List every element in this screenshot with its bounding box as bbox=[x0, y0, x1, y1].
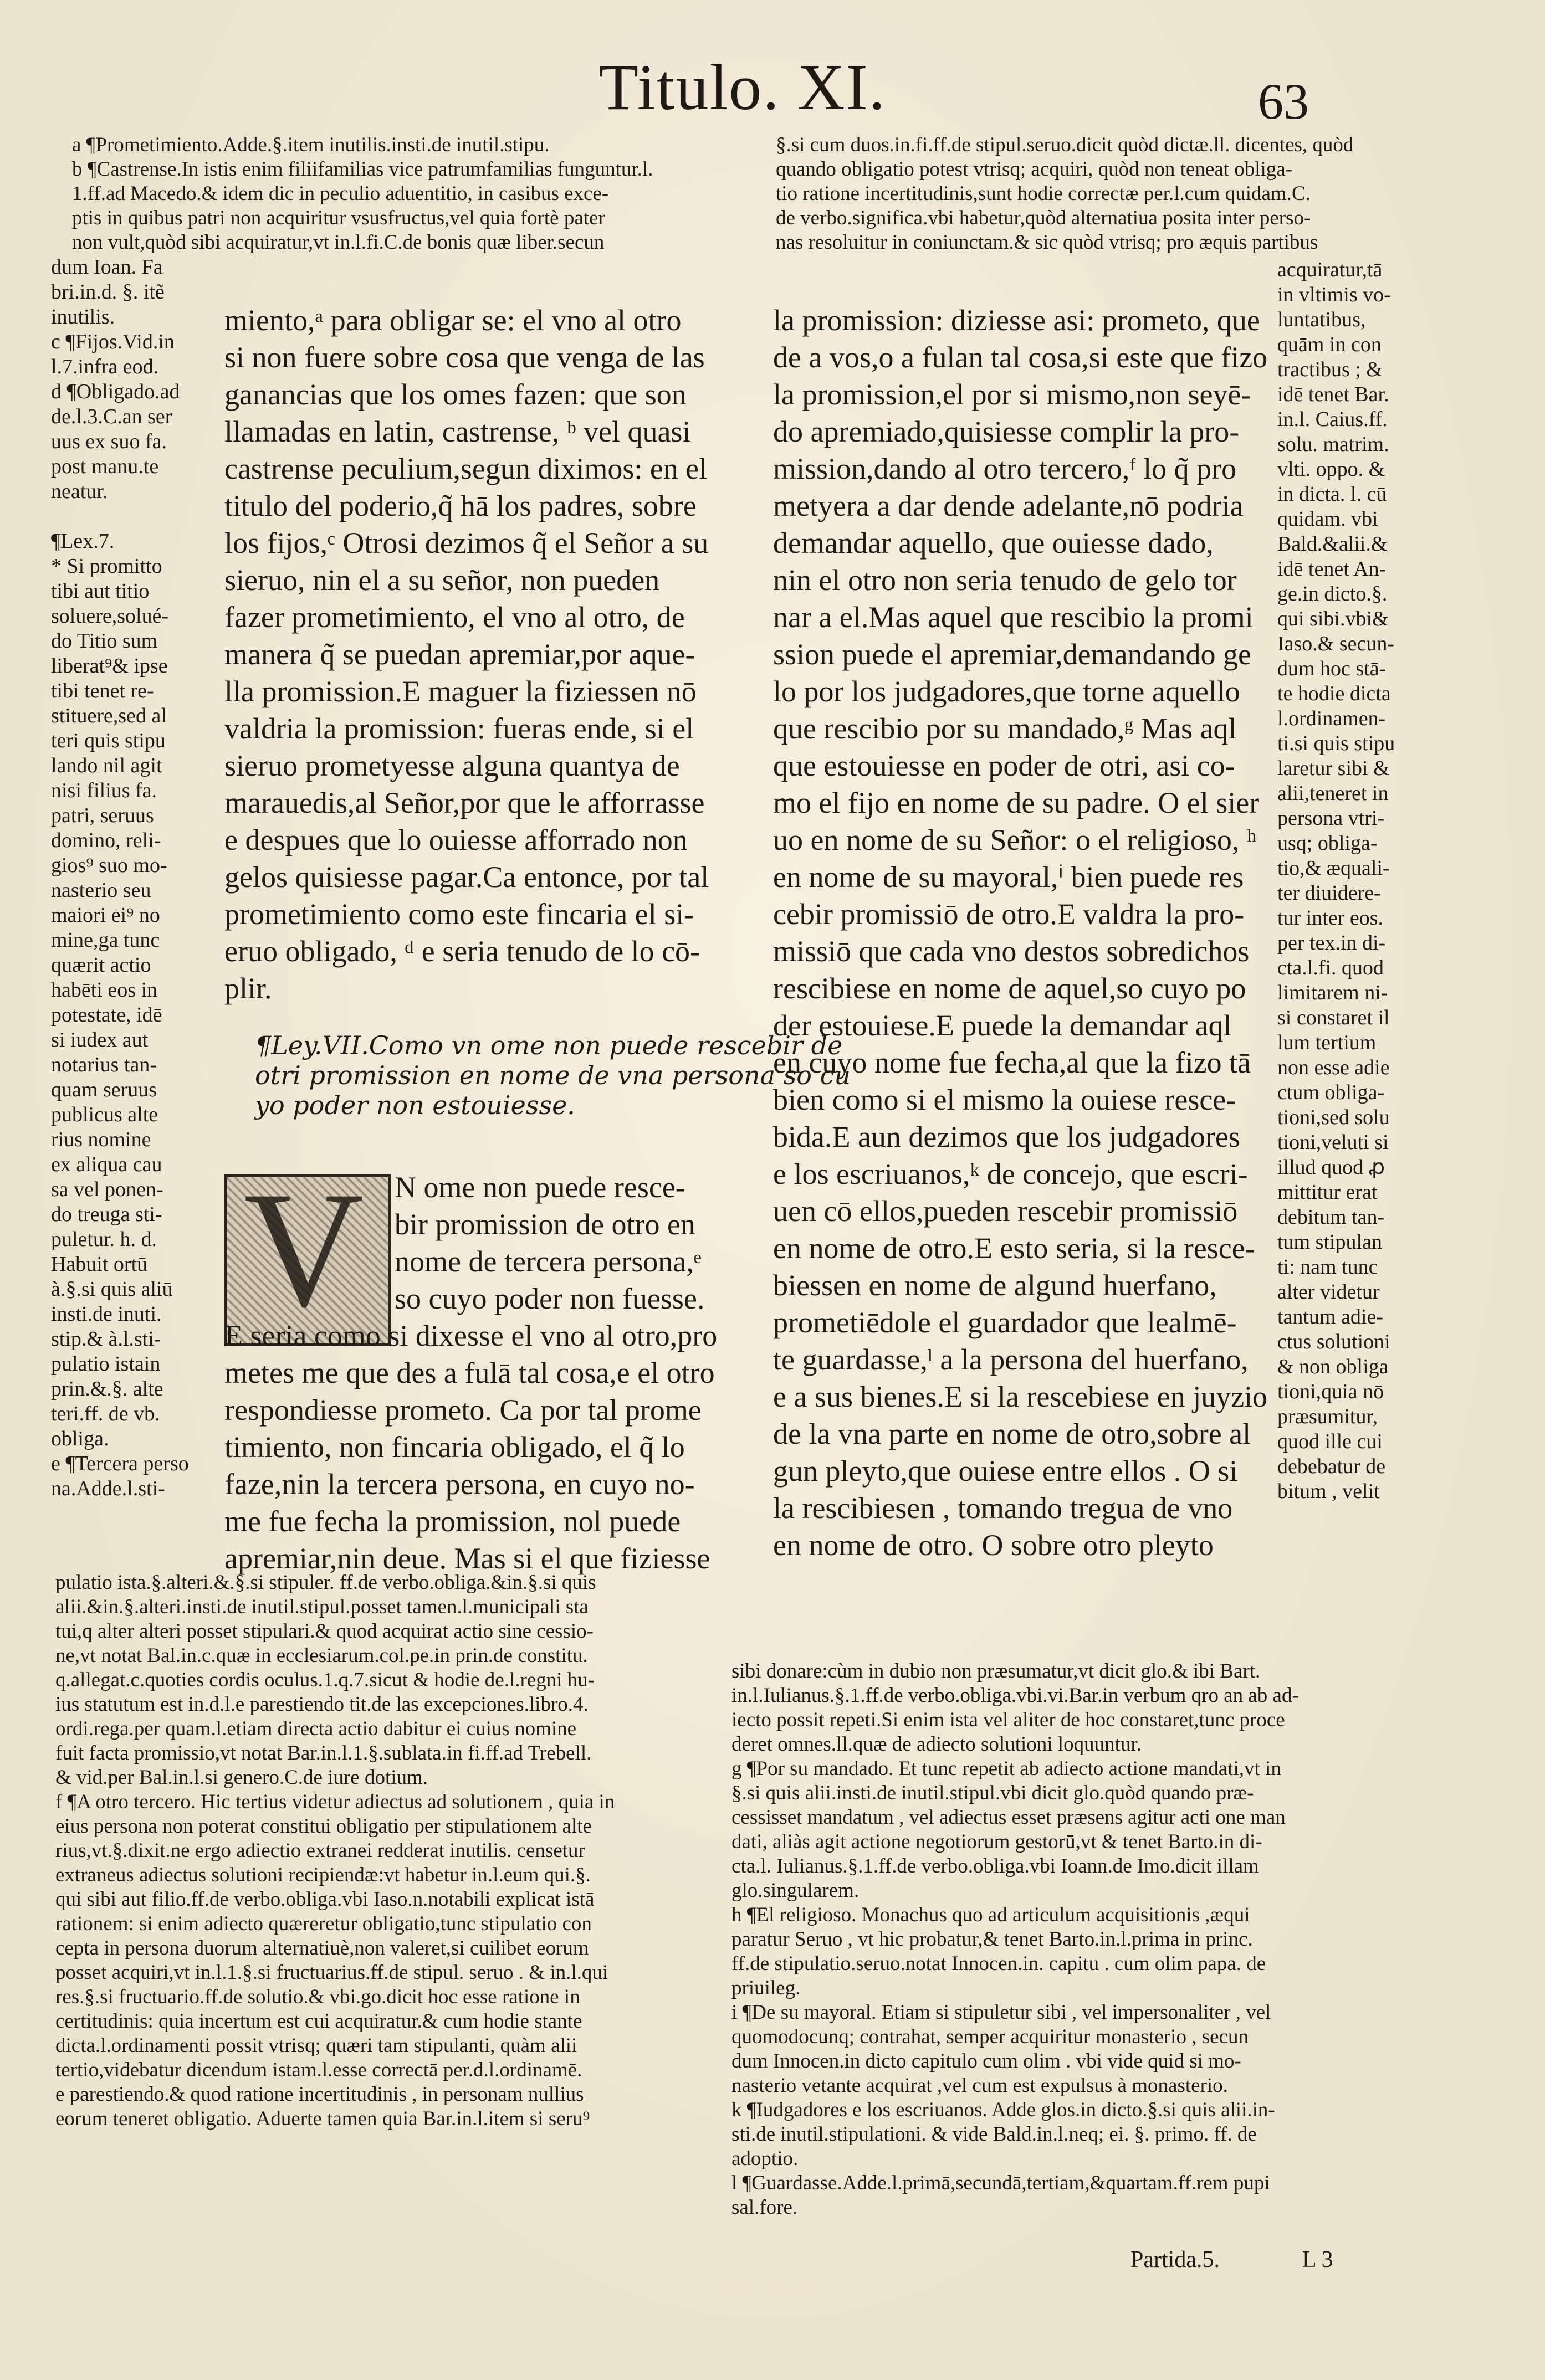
margin-gloss-line: post manu.te bbox=[51, 455, 159, 478]
text-line: apremiar,nin deue. Mas si el que fiziesse bbox=[224, 1542, 710, 1575]
text-line: so cuyo poder non fuesse. bbox=[395, 1282, 705, 1315]
gloss-line: in.l.Iulianus.§.1.ff.de verbo.obliga.vbi.vi.Bar.in verbum qro an ab ad- bbox=[731, 1684, 1299, 1707]
text-line: fazer prometimiento, el vno al otro, de bbox=[224, 601, 685, 634]
gloss-line: ff.de stipulatio.seruo.notat Innocen.in. capitu . cum olim papa. de bbox=[731, 1952, 1266, 1975]
gloss-line: eius persona non poterat constitui obligatio per stipulationem alte bbox=[55, 1815, 592, 1838]
gloss-line: tertio,videbatur dicendum istam.l.esse correctā per.d.l.ordinamē. bbox=[55, 2059, 582, 2081]
margin-gloss-line: nasterio seu bbox=[51, 879, 151, 902]
margin-gloss-line: si iudex aut bbox=[51, 1028, 149, 1051]
text-line: respondiesse prometo. Ca por tal prome bbox=[224, 1393, 702, 1427]
margin-gloss-line: in vltimis vo- bbox=[1277, 283, 1391, 306]
margin-gloss-line: tractibus ; & bbox=[1277, 358, 1383, 381]
text-line: E seria como si dixesse el vno al otro,pro bbox=[224, 1319, 718, 1352]
text-line: titulo del poderio,q̃ hā los padres, sobre bbox=[224, 489, 697, 522]
text-line: la promission,el por si mismo,non seyē- bbox=[773, 378, 1251, 411]
text-line: que rescibio por su mandado,ᵍ Mas aql bbox=[773, 712, 1237, 745]
text-line: si non fuere sobre cosa que venga de las bbox=[224, 341, 705, 374]
margin-gloss-line: stituere,sed al bbox=[51, 704, 167, 727]
margin-gloss-line: bri.in.d. §. itẽ bbox=[51, 280, 165, 304]
text-line: cebir promissiō de otro.E valdra la pro- bbox=[773, 897, 1245, 931]
text-line: sieruo prometyesse alguna quantya de bbox=[224, 749, 680, 782]
margin-gloss-line: quidam. vbi bbox=[1277, 507, 1378, 531]
margin-gloss-line: si constaret il bbox=[1277, 1006, 1390, 1029]
margin-gloss-line: lum tertium bbox=[1277, 1031, 1377, 1054]
margin-gloss-line: mine,ga tunc bbox=[51, 929, 160, 952]
text-line: biessen en nome de algund huerfano, bbox=[773, 1269, 1217, 1302]
main-text-column-2 bbox=[773, 302, 1268, 1564]
gloss-line: cepta in persona duorum alternatiuè,non valeret,si cuilibet eorum bbox=[55, 1937, 589, 1960]
margin-gloss-line: persona vtri- bbox=[1277, 807, 1385, 830]
text-line: lla promission.E maguer la fiziessen nō bbox=[224, 675, 697, 708]
margin-gloss-line: domino, reli- bbox=[51, 829, 161, 852]
gloss-line: fuit facta promissio,vt notat Bar.in.l.1.§.sublata.in fi.ff.ad Trebell. bbox=[55, 1742, 592, 1765]
margin-gloss-line: debitum tan- bbox=[1277, 1206, 1385, 1229]
text-line: N ome non puede resce- bbox=[395, 1171, 685, 1204]
margin-gloss-line: debebatur de bbox=[1277, 1455, 1386, 1478]
margin-gloss-line: do treuga sti- bbox=[51, 1203, 162, 1226]
signature-left: Partida.5. bbox=[1130, 2247, 1220, 2273]
margin-gloss-line: per tex.in di- bbox=[1277, 931, 1386, 955]
gloss-line: cta.l. Iulianus.§.1.ff.de verbo.obliga.vbi Ioann.de Imo.dicit illam bbox=[731, 1855, 1259, 1878]
margin-gloss-line: prin.&.§. alte bbox=[51, 1377, 163, 1401]
margin-gloss-line: habēti eos in bbox=[51, 978, 158, 1002]
gloss-line: quomodocunq; contrahat, semper acquiritur monasterio , secun bbox=[731, 2025, 1249, 2048]
margin-gloss-line: ter diuidere- bbox=[1277, 881, 1381, 905]
margin-gloss-line: quam seruus bbox=[51, 1078, 157, 1101]
gloss-line: rius,vt.§.dixit.ne ergo adiectio extranei redderat inutilis. censetur bbox=[55, 1839, 585, 1862]
gloss-line: sti.de inutil.stipulationi. & vide Bald.in.l.neq; ei. §. primo. ff. de bbox=[731, 2123, 1257, 2146]
text-line: gun pleyto,que ouiese entre ellos . O si bbox=[773, 1454, 1238, 1488]
margin-gloss-line: limitarem ni- bbox=[1277, 981, 1388, 1004]
text-line: en nome de otro. O sobre otro pleyto bbox=[773, 1528, 1214, 1562]
text-line: bida.E aun dezimos que los judgadores bbox=[773, 1120, 1240, 1153]
text-line: me fue fecha la promission, nol puede bbox=[224, 1505, 681, 1538]
gloss-line: h ¶El religioso. Monachus quo ad articulum acquisitionis ,æqui bbox=[731, 1904, 1250, 1926]
gloss-line: rationem: si enim adiecto quæreretur obligatio,tunc stipulatio con bbox=[55, 1912, 592, 1935]
gloss-line: f ¶A otro tercero. Hic tertius videtur adiectus ad solutionem , quia in bbox=[55, 1791, 615, 1813]
text-line: los fijos,ᶜ Otrosi dezimos q̃ el Señor a su bbox=[224, 526, 709, 560]
gloss-line: ordi.rega.per quam.l.etiam directa actio dabitur ei cuius nomine bbox=[55, 1717, 577, 1740]
margin-gloss-line: non esse adie bbox=[1277, 1056, 1390, 1079]
margin-gloss-line: do Titio sum bbox=[51, 629, 158, 653]
gloss-line: tui,q alter alteri posset stipulari.& quod acquirat actio sine cessio- bbox=[55, 1620, 594, 1643]
margin-gloss-line: e ¶Tercera perso bbox=[51, 1452, 189, 1475]
top-glosses-right bbox=[776, 133, 1435, 255]
gloss-line: priuileg. bbox=[731, 1977, 801, 1999]
margin-gloss-line: vlti. oppo. & bbox=[1277, 458, 1385, 481]
text-line: la promission: diziesse asi: prometo, que bbox=[773, 304, 1260, 337]
gloss-line: §.si cum duos.in.fi.ff.de stipul.seruo.dicit quòd dictæ.ll. dicentes, quòd bbox=[776, 134, 1354, 156]
margin-gloss-line: lando nil agit bbox=[51, 754, 162, 777]
margin-gloss-line: puletur. h. d. bbox=[51, 1228, 157, 1251]
text-line: en nome de otro.E esto seria, si la resce- bbox=[773, 1232, 1255, 1265]
text-line: plir. bbox=[224, 972, 272, 1005]
margin-gloss-line: quām in con bbox=[1277, 333, 1382, 356]
text-line: do apremiado,quisiesse complir la pro- bbox=[773, 415, 1240, 448]
margin-gloss-line: tibi tenet re- bbox=[51, 679, 154, 702]
top-glosses-left bbox=[72, 133, 734, 255]
text-line: gelos quisiesse pagar.Ca entonce, por tal bbox=[224, 860, 709, 894]
text-line: miento,ᵃ para obligar se: el vno al otro bbox=[224, 304, 682, 337]
margin-gloss-line: alter videtur bbox=[1277, 1280, 1380, 1304]
text-line: e los escriuanos,ᵏ de concejo, que escri- bbox=[773, 1157, 1248, 1191]
margin-gloss-line: solu. matrim. bbox=[1277, 433, 1389, 456]
gloss-line: nas resoluitur in coniunctam.& sic quòd vtrisq; pro æquis partibus bbox=[776, 231, 1318, 254]
margin-gloss-line: bitum , velit bbox=[1277, 1480, 1380, 1503]
folio-number: 63 bbox=[1258, 73, 1309, 130]
gloss-line: de verbo.significa.vbi habetur,quòd alternatiua posita inter perso- bbox=[776, 207, 1311, 229]
margin-gloss-line: uus ex suo fa. bbox=[51, 430, 167, 453]
margin-gloss-line: sa vel ponen- bbox=[51, 1178, 163, 1201]
text-line: manera q̃ se puedan apremiar,por aque- bbox=[224, 638, 695, 671]
text-line: faze,nin la tercera persona, en cuyo no- bbox=[224, 1468, 695, 1501]
right-margin-glosses bbox=[1277, 258, 1444, 1504]
gloss-line: deret omnes.ll.quæ de adiecto solutioni loquuntur. bbox=[731, 1733, 1142, 1756]
margin-gloss-line: Bald.&alii.& bbox=[1277, 532, 1388, 556]
gloss-line: paratur Seruo , vt hic probatur,& tenet Barto.in.l.prima in princ. bbox=[731, 1928, 1253, 1951]
law-rubric bbox=[255, 1030, 851, 1120]
rubric-line: yo poder non estouiesse. bbox=[255, 1090, 575, 1120]
margin-gloss-line: mittitur erat bbox=[1277, 1181, 1378, 1204]
text-line: metyera a dar dende adelante,nō podria bbox=[773, 489, 1244, 522]
gloss-line: certitudinis: quia incertum est cui acquiratur.& cum hodie stante bbox=[55, 2010, 582, 2033]
text-line: en cuyo nome fue fecha,al que la fizo tā bbox=[773, 1046, 1251, 1079]
gloss-line: posset acquiri,vt in.l.1.§.si fructuarius.ff.de stipul. seruo . & in.l.qui bbox=[55, 1961, 608, 1984]
initial-letter: V bbox=[244, 1157, 364, 1341]
margin-gloss-line: * Si promitto bbox=[51, 555, 162, 578]
text-line: nar a el.Mas aquel que rescibio la promi bbox=[773, 601, 1254, 634]
margin-gloss-line: potestate, idē bbox=[51, 1003, 162, 1027]
rubric-line: ¶Ley.VII.Como vn ome non puede rescebir de bbox=[255, 1030, 843, 1060]
margin-gloss-line: alii,teneret in bbox=[1277, 782, 1389, 805]
margin-gloss-line: patri, seruus bbox=[51, 804, 154, 827]
gloss-line: extraneus adiectus solutioni recipiendæ:vt habetur in.l.eum qui.§. bbox=[55, 1864, 591, 1886]
margin-gloss-line: d ¶Obligado.ad bbox=[51, 380, 180, 403]
text-line: de a vos,o a fulan tal cosa,si este que fizo bbox=[773, 341, 1268, 374]
gloss-line: dum Innocen.in dicto capitulo cum olim . vbi vide quid si mo- bbox=[731, 2050, 1241, 2073]
margin-gloss-line: luntatibus, bbox=[1277, 308, 1366, 331]
gloss-line: & vid.per Bal.in.l.si genero.C.de iure dotium. bbox=[55, 1766, 428, 1789]
margin-gloss-line: tum stipulan bbox=[1277, 1230, 1382, 1254]
margin-gloss-line: præsumitur, bbox=[1277, 1405, 1378, 1428]
gloss-line: dicta.l.ordinamenti possit vtrisq; quæri tam stipulanti, quàm alii bbox=[55, 2034, 577, 2057]
margin-gloss-line: de.l.3.C.an ser bbox=[51, 405, 172, 428]
margin-gloss-line: tantum adie- bbox=[1277, 1305, 1383, 1329]
margin-gloss-line: & non obliga bbox=[1277, 1355, 1389, 1378]
margin-gloss-line: notarius tan- bbox=[51, 1053, 157, 1076]
text-line: sieruo, nin el a su señor, non pueden bbox=[224, 563, 660, 597]
margin-gloss-line: ex aliqua cau bbox=[51, 1153, 162, 1176]
gloss-line: iecto possit repeti.Si enim ista vel aliter de hoc constaret,tunc proce bbox=[731, 1709, 1285, 1731]
text-line: valdria la promission: fueras ende, si el bbox=[224, 712, 694, 745]
margin-gloss-line: in.l. Caius.ff. bbox=[1277, 408, 1388, 431]
gloss-line: ptis in quibus patri non acquiritur vsusfructus,vel quia fortè pater bbox=[72, 207, 605, 229]
margin-gloss-line: laretur sibi & bbox=[1277, 757, 1390, 780]
margin-gloss-line: usq; obliga- bbox=[1277, 832, 1378, 855]
gloss-line: adoptio. bbox=[731, 2147, 799, 2170]
margin-gloss-line: tioni,veluti si bbox=[1277, 1131, 1389, 1154]
gloss-line: g ¶Por su mandado. Et tunc repetit ab adiecto actione mandati,vt in bbox=[731, 1757, 1281, 1780]
gloss-line: nasterio vetante acquirat ,vel cum est expulsus à monasterio. bbox=[731, 2074, 1228, 2097]
text-line: mo el fijo en nome de su padre. O el sier bbox=[773, 786, 1260, 819]
gloss-line: cessisset mandatum , vel adiectus esset præsens agitur acti one man bbox=[731, 1806, 1286, 1829]
gloss-line: l ¶Guardasse.Adde.l.primā,secundā,tertiam,&quartam.ff.rem pupi bbox=[731, 2172, 1270, 2194]
margin-gloss-line: tioni,quia nō bbox=[1277, 1380, 1384, 1403]
margin-gloss-line: à.§.si quis aliū bbox=[51, 1278, 173, 1301]
text-line: metes me que des a fulā tal cosa,e el otro bbox=[224, 1356, 715, 1389]
margin-gloss-line: l.ordinamen- bbox=[1277, 707, 1386, 730]
gloss-line: k ¶Iudgadores e los escriuanos. Adde glos.in dicto.§.si quis alii.in- bbox=[731, 2099, 1275, 2121]
page-header-title: Titulo. XI. bbox=[598, 51, 887, 124]
margin-gloss-line: Iaso.& secun- bbox=[1277, 632, 1395, 655]
margin-gloss-line: maiori ei⁹ no bbox=[51, 904, 160, 927]
text-line: prometimiento como este fincaria el si- bbox=[224, 897, 694, 931]
margin-gloss-line: te hodie dicta bbox=[1277, 682, 1391, 705]
margin-gloss-line: ctum obliga- bbox=[1277, 1081, 1385, 1104]
gloss-line: sibi donare:cùm in dubio non præsumatur,vt dicit glo.& ibi Bart. bbox=[731, 1660, 1261, 1683]
text-line: marauedis,al Señor,por que le afforrasse bbox=[224, 786, 705, 819]
margin-gloss-line: na.Adde.l.sti- bbox=[51, 1477, 165, 1500]
margin-gloss-line: soluere,solué- bbox=[51, 604, 169, 628]
margin-gloss-line: Habuit ortū bbox=[51, 1253, 148, 1276]
text-line: en nome de su mayoral,ⁱ bien puede res bbox=[773, 860, 1244, 894]
gloss-line: alii.&in.§.alteri.insti.de inutil.stipul.posset tamen.l.municipali sta bbox=[55, 1596, 589, 1618]
gloss-line: e parestiendo.& quod ratione incertitudinis , in personam nullius bbox=[55, 2083, 584, 2106]
text-line: la rescibiesen , tomando tregua de vno bbox=[773, 1491, 1233, 1525]
gloss-line: dati, aliàs agit actione negotiorum gestorū,vt & tenet Barto.in di- bbox=[731, 1830, 1262, 1853]
margin-gloss-line: acquiratur,tā bbox=[1277, 258, 1383, 281]
text-line: eruo obligado, ᵈ e seria tenudo de lo cō- bbox=[224, 935, 700, 968]
margin-gloss-line: pulatio istain bbox=[51, 1352, 161, 1376]
margin-gloss-line: nisi filius fa. bbox=[51, 779, 157, 802]
text-line: uen cō ellos,pueden rescebir promissiō bbox=[773, 1194, 1238, 1228]
gloss-line: a ¶Prometimiento.Adde.§.item inutilis.insti.de inutil.stipu. bbox=[72, 134, 550, 156]
rubric-line: otri promission en nome de vna persona so cu bbox=[255, 1060, 851, 1090]
text-line: nome de tercera persona,ᵉ bbox=[395, 1245, 702, 1278]
margin-gloss-line: idē tenet Bar. bbox=[1277, 383, 1389, 406]
margin-gloss-line: ti: nam tunc bbox=[1277, 1255, 1378, 1279]
gloss-line: q.allegat.c.quoties cordis oculus.1.q.7.sicut & hodie de.l.regni hu- bbox=[55, 1669, 595, 1691]
gloss-line: ius statutum est in.d.l.e parestiendo tit.de las excepciones.libro.4. bbox=[55, 1693, 589, 1716]
margin-gloss-line: quod ille cui bbox=[1277, 1430, 1383, 1453]
text-line: lo por los judgadores,que torne aquello bbox=[773, 675, 1240, 708]
gloss-line: qui sibi aut filio.ff.de verbo.obliga.vbi Iaso.n.notabili explicat istā bbox=[55, 1888, 595, 1911]
text-line: de la vna parte en nome de otro,sobre al bbox=[773, 1417, 1251, 1450]
margin-gloss-line: dum hoc stā- bbox=[1277, 657, 1387, 680]
margin-gloss-line: qui sibi.vbi& bbox=[1277, 607, 1389, 630]
margin-gloss-line: tioni,sed solu bbox=[1277, 1106, 1390, 1129]
text-line: que estouiesse en poder de otri, asi co- bbox=[773, 749, 1235, 782]
signature-right: L 3 bbox=[1302, 2247, 1333, 2273]
gloss-line: eorum teneret obligatio. Aduerte tamen quia Bar.in.l.item si seru⁹ bbox=[55, 2107, 590, 2130]
margin-gloss-line: ¶Lex.7. bbox=[51, 530, 115, 553]
bottom-glosses-right bbox=[731, 1659, 1438, 2220]
gloss-line: i ¶De su mayoral. Etiam si stipuletur sibi , vel impersonaliter , vel bbox=[731, 2001, 1271, 2024]
gloss-line: pulatio ista.§.alteri.&.§.si stipuler. ff.de verbo.obliga.&in.§.si quis bbox=[55, 1571, 596, 1594]
margin-gloss-line: inutilis. bbox=[51, 305, 115, 329]
margin-gloss-line: insti.de inuti. bbox=[51, 1302, 162, 1326]
gloss-line: b ¶Castrense.In istis enim filiifamilias vice patrumfamilias funguntur.l. bbox=[72, 158, 653, 181]
text-line: timiento, non fincaria obligado, el q̃ lo bbox=[224, 1430, 685, 1464]
main-text-column-1 bbox=[224, 302, 726, 1007]
main-text-column-1-cont bbox=[224, 1317, 726, 1577]
initial-adjacent-text bbox=[395, 1169, 727, 1317]
text-line: nin el otro non seria tenudo de gelo tor bbox=[773, 563, 1237, 597]
text-line: rescibiese en nome de aquel,so cuyo po bbox=[773, 972, 1246, 1005]
margin-gloss-line: ctus solutioni bbox=[1277, 1330, 1390, 1353]
text-line: prometiēdole el guardador que lealmē- bbox=[773, 1306, 1237, 1339]
margin-gloss-line: c ¶Fijos.Vid.in bbox=[51, 330, 175, 353]
margin-gloss-line: ti.si quis stipu bbox=[1277, 732, 1395, 755]
margin-gloss-line: gios⁹ suo mo- bbox=[51, 854, 167, 877]
gloss-line: 1.ff.ad Macedo.& idem dic in peculio aduentitio, in casibus exce- bbox=[72, 182, 609, 205]
gloss-line: tio ratione incertitudinis,sunt hodie correctæ per.l.cum quidam.C. bbox=[776, 182, 1311, 205]
margin-gloss-line: dum Ioan. Fa bbox=[51, 255, 163, 279]
text-line: ssion puede el apremiar,demandando ge bbox=[773, 638, 1252, 671]
text-line: te guardasse,ˡ a la persona del huerfano, bbox=[773, 1343, 1249, 1376]
margin-gloss-line bbox=[51, 504, 212, 529]
text-line: bir promission de otro en bbox=[395, 1208, 695, 1241]
gloss-line: glo.singularem. bbox=[731, 1879, 860, 1902]
margin-gloss-line: tibi aut titio bbox=[51, 579, 150, 603]
margin-gloss-line: in dicta. l. cū bbox=[1277, 483, 1387, 506]
bottom-glosses-left bbox=[55, 1571, 734, 2131]
text-line: e a sus bienes.E si la rescebiese en juyzio bbox=[773, 1380, 1268, 1413]
margin-gloss-line: publicus alte bbox=[51, 1103, 158, 1126]
text-line: der estouiese.E puede la demandar aql bbox=[773, 1009, 1232, 1042]
gloss-line: non vult,quòd sibi acquiratur,vt in.l.fi.C.de bonis quæ liber.secun bbox=[72, 231, 605, 254]
margin-gloss-line: l.7.infra eod. bbox=[51, 355, 159, 378]
text-line: ganancias que los omes fazen: que son bbox=[224, 378, 687, 411]
margin-gloss-line: neatur. bbox=[51, 480, 108, 503]
margin-gloss-line: quærit actio bbox=[51, 953, 151, 977]
margin-gloss-line: ge.in dicto.§. bbox=[1277, 582, 1388, 606]
text-line: demandar aquello, que ouiesse dado, bbox=[773, 526, 1214, 560]
margin-gloss-line: illud quod ꝓ bbox=[1277, 1156, 1385, 1179]
gloss-line: ne,vt notat Bal.in.c.quæ in ecclesiarum.col.pe.in prin.de constitu. bbox=[55, 1644, 588, 1667]
text-line: llamadas en latin, castrense, ᵇ vel quasi bbox=[224, 415, 691, 448]
gloss-line: res.§.si fructuario.ff.de solutio.& vbi.go.dicit hoc esse ratione in bbox=[55, 1986, 580, 2008]
margin-gloss-line: rius nomine bbox=[51, 1128, 151, 1151]
gloss-line: §.si quis alii.insti.de inutil.stipul.vbi dicit glo.quòd quando præ- bbox=[731, 1782, 1254, 1804]
gloss-line: quando obligatio potest vtrisq; acquiri, quòd non teneat obliga- bbox=[776, 158, 1293, 181]
margin-gloss-line: tur inter eos. bbox=[1277, 906, 1384, 930]
margin-gloss-line: stip.& à.l.sti- bbox=[51, 1327, 161, 1351]
text-line: bien como si el mismo la ouiese resce- bbox=[773, 1083, 1236, 1116]
gloss-line: sal.fore. bbox=[731, 2196, 798, 2219]
text-line: mission,dando al otro tercero,ᶠ lo q̃ pro bbox=[773, 452, 1237, 485]
margin-gloss-line: liberat⁹& ipse bbox=[51, 654, 168, 678]
left-margin-glosses bbox=[51, 255, 212, 1501]
margin-gloss-line: teri quis stipu bbox=[51, 729, 166, 752]
text-line: castrense peculium,segun diximos: en el bbox=[224, 452, 708, 485]
text-line: e despues que lo ouiesse afforrado non bbox=[224, 823, 688, 856]
margin-gloss-line: teri.ff. de vb. bbox=[51, 1402, 160, 1425]
text-line: uo en nome de su Señor: o el religioso, ʰ bbox=[773, 823, 1257, 856]
text-line: missiō que cada vno destos sobredichos bbox=[773, 935, 1250, 968]
margin-gloss-line: idē tenet An- bbox=[1277, 557, 1387, 581]
margin-gloss-line: cta.l.fi. quod bbox=[1277, 956, 1384, 979]
margin-gloss-line: obliga. bbox=[51, 1427, 109, 1450]
margin-gloss-line: tio,& æquali- bbox=[1277, 856, 1390, 880]
